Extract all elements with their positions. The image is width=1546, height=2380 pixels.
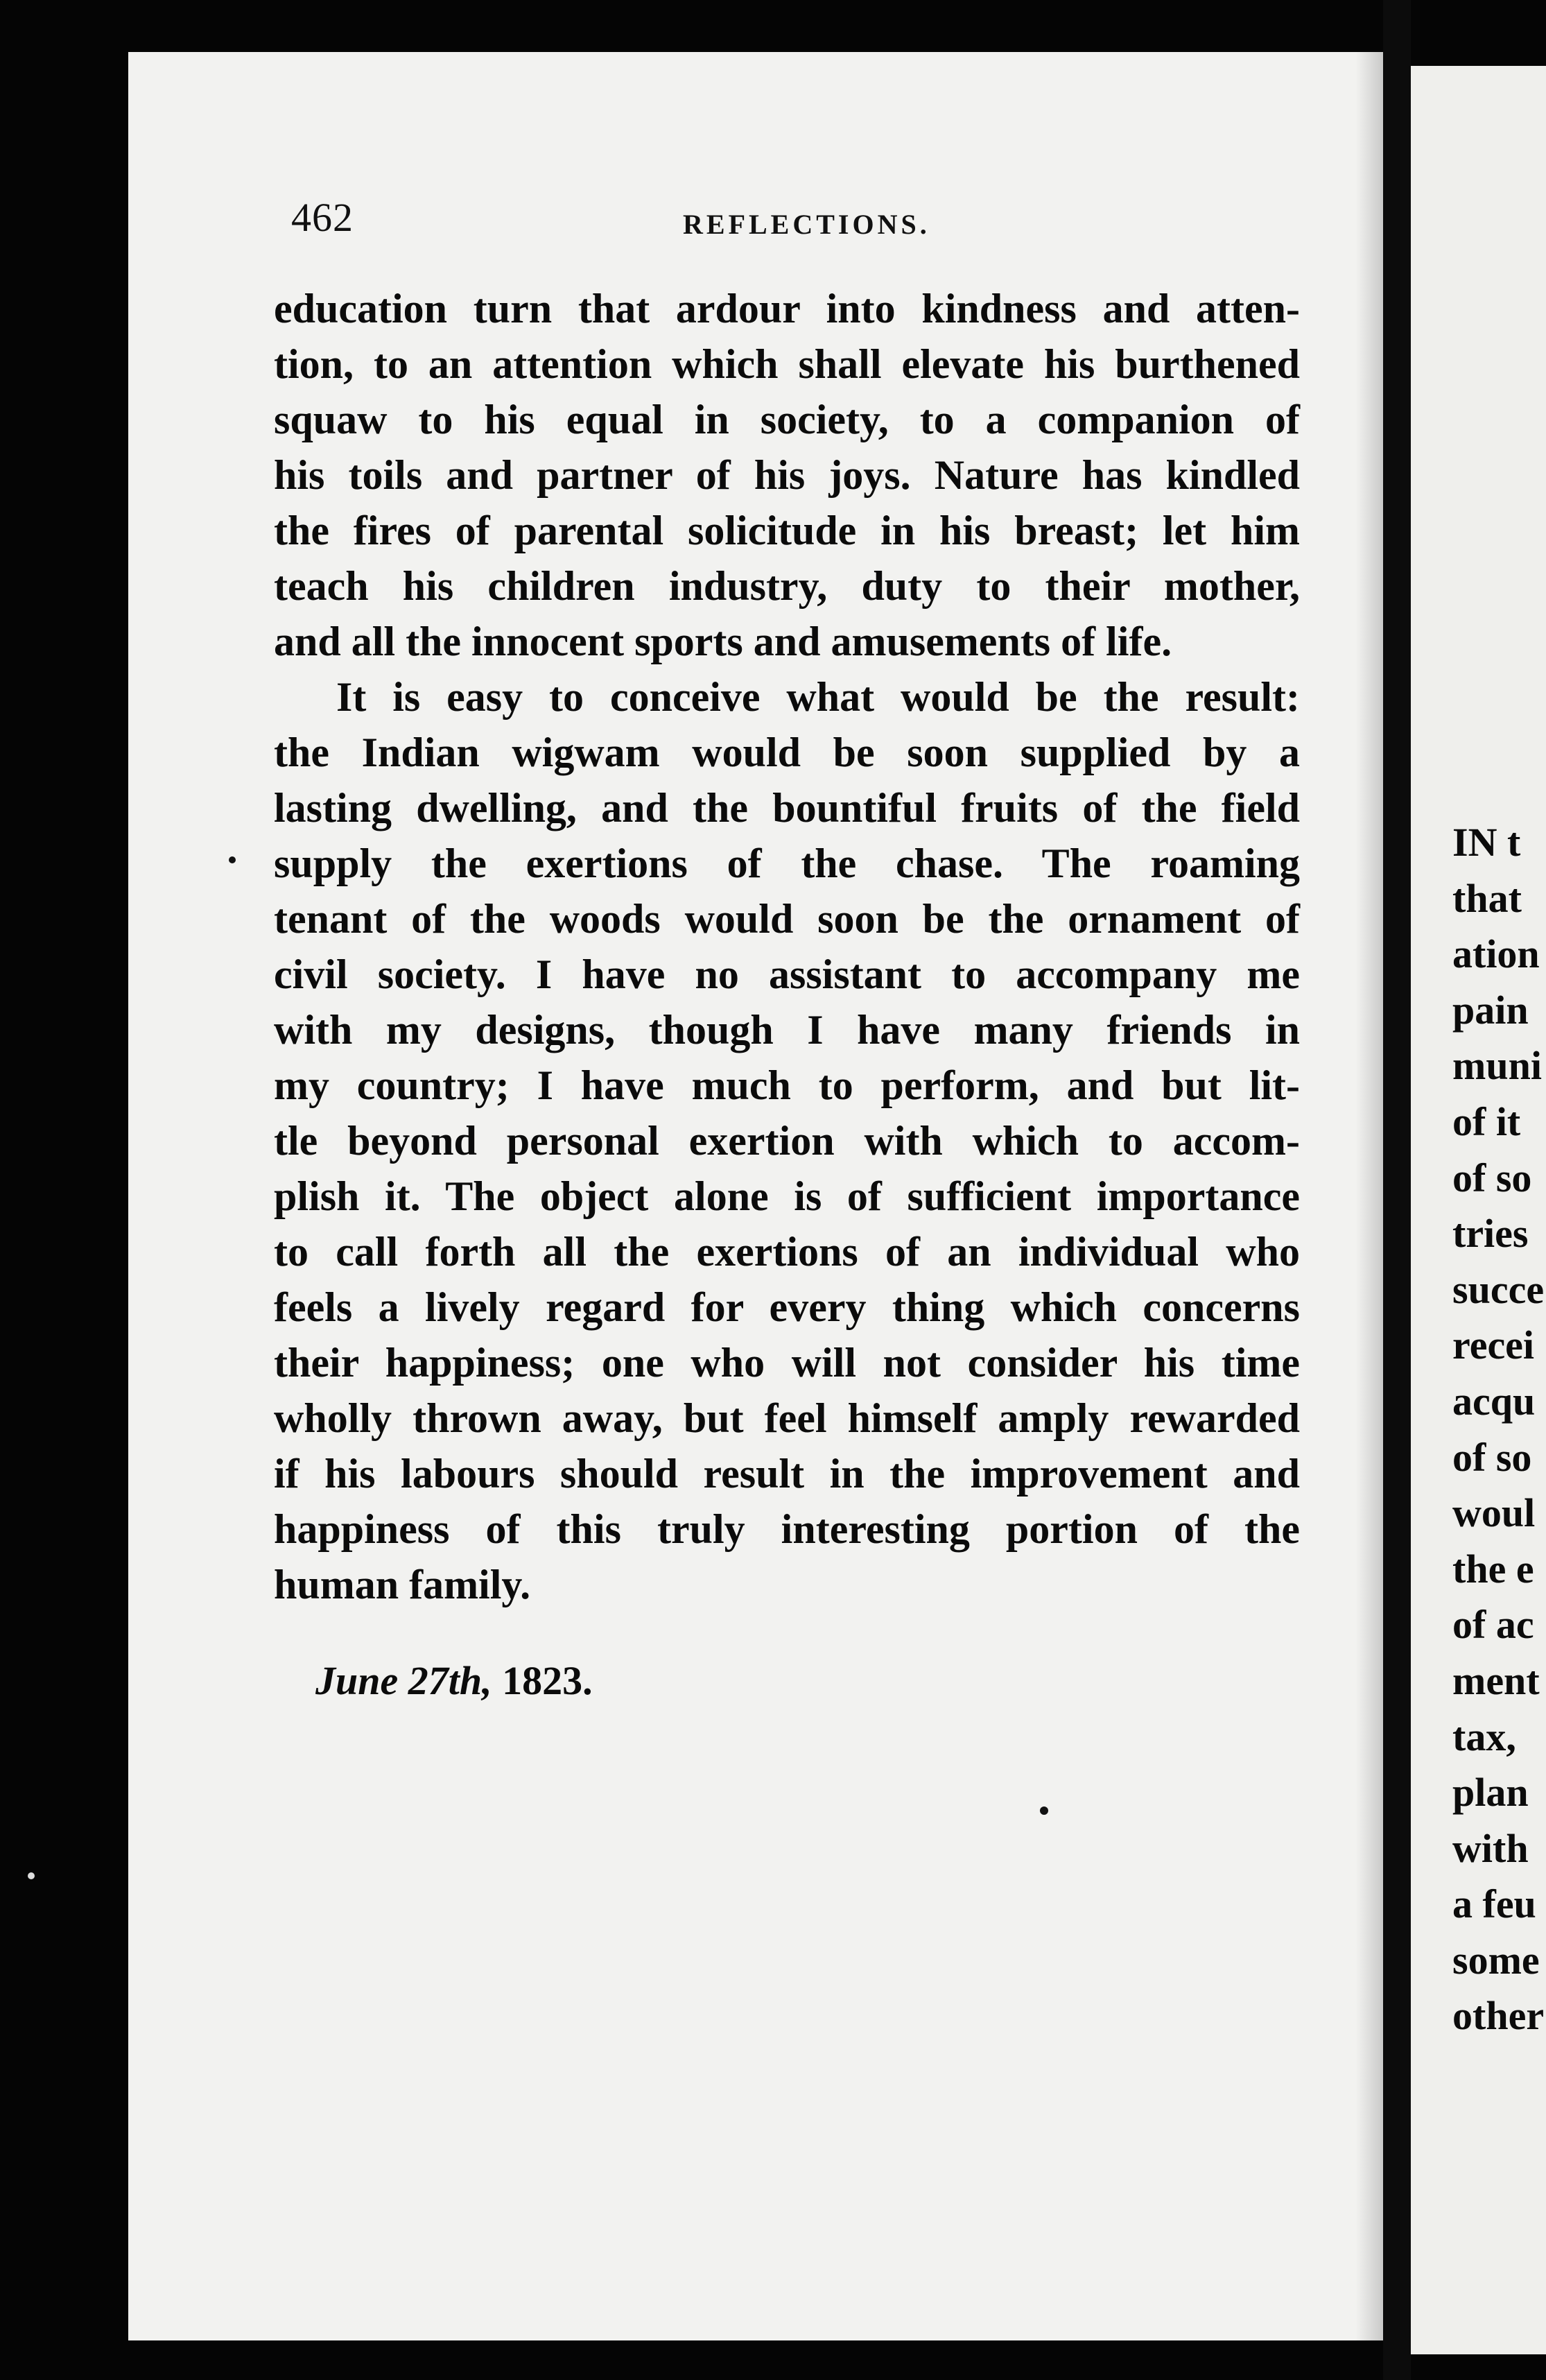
text-line: the Indian wigwam would be soon supplied by a [274,730,1300,775]
fragment-line: acqu [1452,1378,1536,1424]
text-line: feels a lively regard for every thing which concerns [274,1284,1300,1330]
dateline-year: 1823. [502,1658,593,1703]
book-gutter [1383,0,1411,2380]
fragment-line: ment [1452,1657,1540,1703]
fragment-line: tries [1452,1211,1529,1257]
ink-speck [229,856,236,863]
facing-page-fragments [1452,815,1544,2044]
page-number: 462 [291,195,354,240]
text-line: my country; I have much to perform, and but lit- [274,1062,1300,1108]
text-line: lasting dwelling, and the bountiful fruits of the field [274,785,1300,831]
text-line: with my designs, though I have many friends in [274,1007,1300,1053]
text-line: tenant of the woods would soon be the ornament of [274,896,1300,942]
fragment-line: other [1452,1993,1545,2039]
body-text [274,281,1300,1612]
fragment-line: the e [1452,1546,1534,1592]
fragment-line: ation [1452,931,1540,977]
fragment-line: tax, [1452,1714,1516,1759]
text-line: and all the innocent sports and amusements of life. [274,619,1172,664]
text-line: if his labours should result in the improvement and [274,1451,1300,1497]
dateline [315,1657,593,1704]
fragment-line: recei [1452,1322,1535,1368]
text-line: squaw to his equal in society, to a companion of [274,397,1300,442]
text-line: wholly thrown away, but feel himself amply rewarded [274,1395,1300,1441]
fragment-line: that [1452,875,1522,921]
fragment-line: with [1452,1825,1529,1871]
text-line: supply the exertions of the chase. The roaming [274,840,1300,886]
fragment-line: muni [1452,1043,1542,1089]
right-page [1411,66,1546,2354]
text-line: to call forth all the exertions of an individual who [274,1229,1300,1275]
fragment-line: succe [1452,1266,1545,1312]
fragment-line: some [1452,1937,1540,1983]
text-line: It is easy to conceive what would be the result: [336,674,1300,720]
text-line: happiness of this truly interesting portion of the [274,1506,1300,1552]
fragment-line: IN t [1452,820,1521,865]
dateline-date: June 27th, [315,1658,492,1703]
ink-speck [1040,1806,1048,1815]
fragment-line: plan [1452,1770,1529,1816]
text-line: teach his children industry, duty to their mother, [274,563,1300,609]
text-line: tion, to an attention which shall elevate his burthened [274,341,1300,387]
running-head: REFLECTIONS. [683,209,930,240]
text-line: education turn that ardour into kindness and atten- [274,286,1300,331]
fragment-line: of ac [1452,1602,1534,1648]
fragment-line: a feu [1452,1881,1536,1927]
fragment-line: pain [1452,987,1529,1033]
text-line: their happiness; one who will not consider his time [274,1340,1300,1386]
text-line: human family. [274,1562,531,1607]
fragment-line: of so [1452,1434,1532,1480]
fragment-line: woul [1452,1490,1536,1536]
text-line: the fires of parental solicitude in his breast; let him [274,508,1300,553]
text-line: civil society. I have no assistant to accompany me [274,951,1300,997]
text-line: his toils and partner of his joys. Nature has kindled [274,452,1300,498]
fragment-line: of it [1452,1098,1521,1144]
fragment-line: of so [1452,1155,1532,1200]
scan-speck [28,1872,35,1879]
text-line: tle beyond personal exertion with which to accom- [274,1118,1300,1164]
text-line: plish it. The object alone is of sufficient importance [274,1173,1300,1219]
